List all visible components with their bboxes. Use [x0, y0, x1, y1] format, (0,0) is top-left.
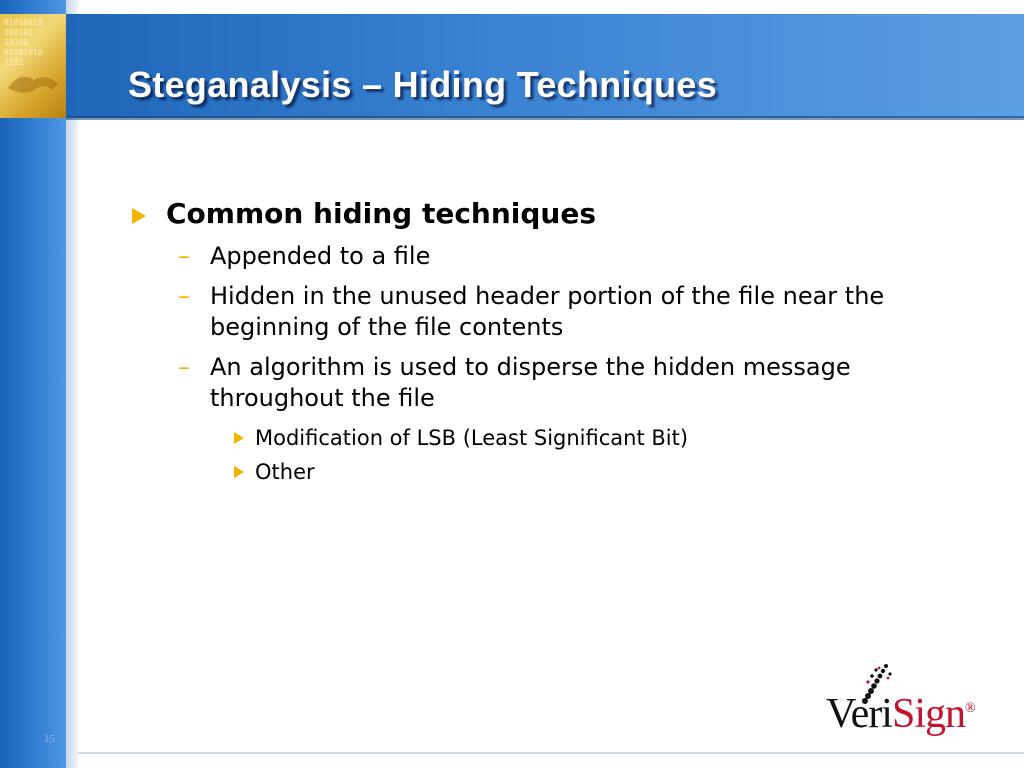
bullet-text: Common hiding techniques — [166, 197, 597, 230]
footer-divider — [78, 752, 1024, 754]
sub-bullet — [128, 241, 968, 272]
sub-bullet-text: Hidden in the unused header portion of the file near the beginning of the file contents — [210, 282, 885, 341]
logo-wordmark — [826, 690, 975, 738]
handshake-thumbnail-image — [0, 14, 66, 118]
slide-title: Steganalysis – Hiding Techniques — [128, 64, 718, 105]
sub-sub-bullet — [128, 458, 968, 486]
handshake-icon — [6, 68, 60, 96]
dash-icon: – — [178, 242, 190, 270]
sub-bullet-text: Appended to a file — [210, 242, 431, 270]
small-arrow-icon — [234, 466, 244, 478]
small-arrow-icon — [234, 432, 244, 444]
page-number: 15 — [44, 733, 55, 745]
logo-part1: Veri — [826, 691, 892, 737]
sub-bullet-text: An algorithm is used to disperse the hidden message throughout the file — [210, 353, 851, 412]
sub-sub-bullet-text: Other — [255, 460, 315, 484]
binary-digits-decoration: 01010010 100101 10100 01001010 1101 — [4, 18, 43, 67]
sub-bullet — [128, 352, 968, 414]
dash-icon: – — [178, 353, 190, 381]
dash-icon: – — [178, 282, 190, 310]
verisign-logo — [826, 662, 998, 742]
logo-part2: Sign — [891, 691, 966, 737]
sub-sub-bullet — [128, 424, 968, 452]
bullet-arrow-icon — [132, 208, 146, 224]
registered-mark: ® — [965, 701, 975, 716]
bullet-level1 — [128, 196, 968, 232]
sub-bullet — [128, 281, 968, 343]
slide-content — [128, 196, 968, 486]
sub-sub-bullet-text: Modification of LSB (Least Significant Bit) — [255, 426, 689, 450]
